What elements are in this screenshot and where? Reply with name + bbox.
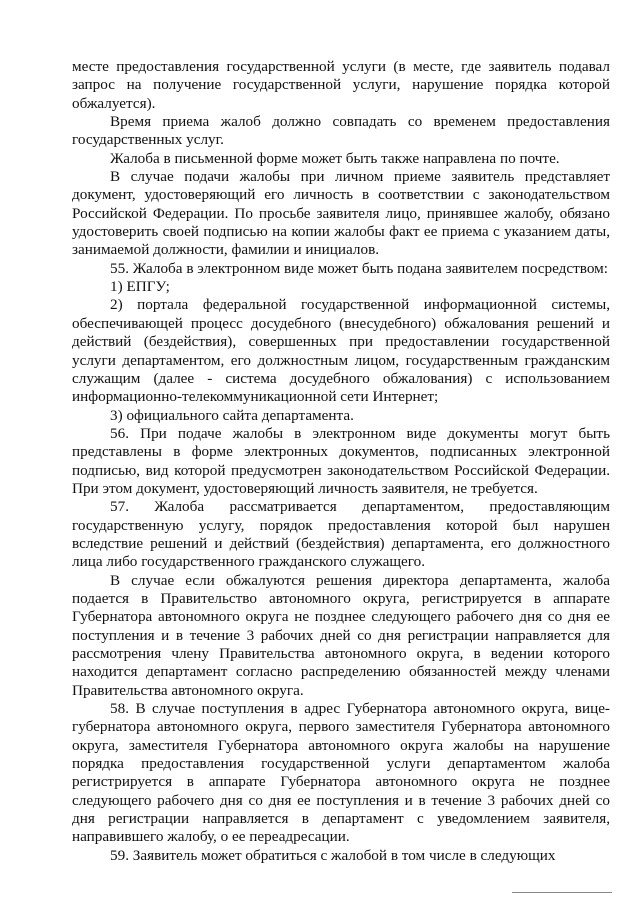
document-page [72,58,610,865]
paragraph-57: 57. Жалоба рассматривается департаментом, предоставляющим государственную услугу, порядок предоставления которой был нарушен вследствие решений и действий (бездействия) департамента, его должностного лица либо государственного гражданского служащего. [72,498,610,571]
list-item-2: 2) портала федеральной государственной информационной системы, обеспечивающей процесс досудебного (внесудебного) обжалования решений и действий (бездействия), совершенных при предоставлении государственной услуги департаментом, его должностным лицом, государственным гражданским служащим (далее - система досудебного обжалования) с использованием информационно-телекоммуникационной сети Интернет; [72,296,610,406]
paragraph-56: 56. При подаче жалобы в электронном виде документы могут быть представлены в форме электронных документов, подписанных электронной подписью, вид которой предусмотрен законодательством Российской Федерации. При этом документ, удостоверяющий личность заявителя, не требуется. [72,424,610,497]
paragraph-57-cont: В случае если обжалуются решения директора департамента, жалоба подается в Правительство автономного округа, регистрируется в аппарате Губернатора автономного округа не позднее следующего рабочего дня со дня ее поступления и в течение 3 рабочих дней со дня регистрации направляется для рассмотрения члену Правительства автономного округа, в ведении которого находится департамент согласно распределению обязанностей между членами Правительства автономного округа. [72,571,610,699]
list-item-1: 1) ЕПГУ; [110,278,170,296]
footer-rule [512,892,612,893]
paragraph-55: 55. Жалоба в электронном виде может быть подана заявителем посредством: [110,259,608,277]
paragraph-1: месте предоставления государственной услуги (в месте, где заявитель подавал запрос на получение государственной услуги, нарушение порядка которой обжалуется). [72,58,610,112]
paragraph-59: 59. Заявитель может обратиться с жалобой в том числе в следующих [110,846,556,864]
paragraph-58: 58. В случае поступления в адрес Губернатора автономного округа, вице-губернатора автономного округа, первого заместителя Губернатора автономного округа, заместителя Губернатора автономного округа жалобы на нарушение порядка предоставления государственной услуги департаментом жалоба регистрируется в аппарате Губернатора автономного округа не позднее следующего рабочего дня со дня ее поступления и в течение 3 рабочих дней со дня регистрации направляется в департамент с уведомлением заявителя, направившего жалобу, о ее переадресации. [72,700,610,846]
list-item-3: 3) официального сайта департамента. [110,406,354,424]
paragraph-3: Жалоба в письменной форме может быть также направлена по почте. [110,149,560,167]
paragraph-2: Время приема жалоб должно совпадать со временем предоставления государственных услуг. [72,113,610,149]
paragraph-4: В случае подачи жалобы при личном приеме заявитель представляет документ, удостоверяющий его личность в соответствии с законодательством Российской Федерации. По просьбе заявителя лицо, принявшее жалобу, обязано удостоверить своей подписью на копии жалобы факт ее приема с указанием даты, занимаемой должности, фамилии и инициалов. [72,168,610,259]
